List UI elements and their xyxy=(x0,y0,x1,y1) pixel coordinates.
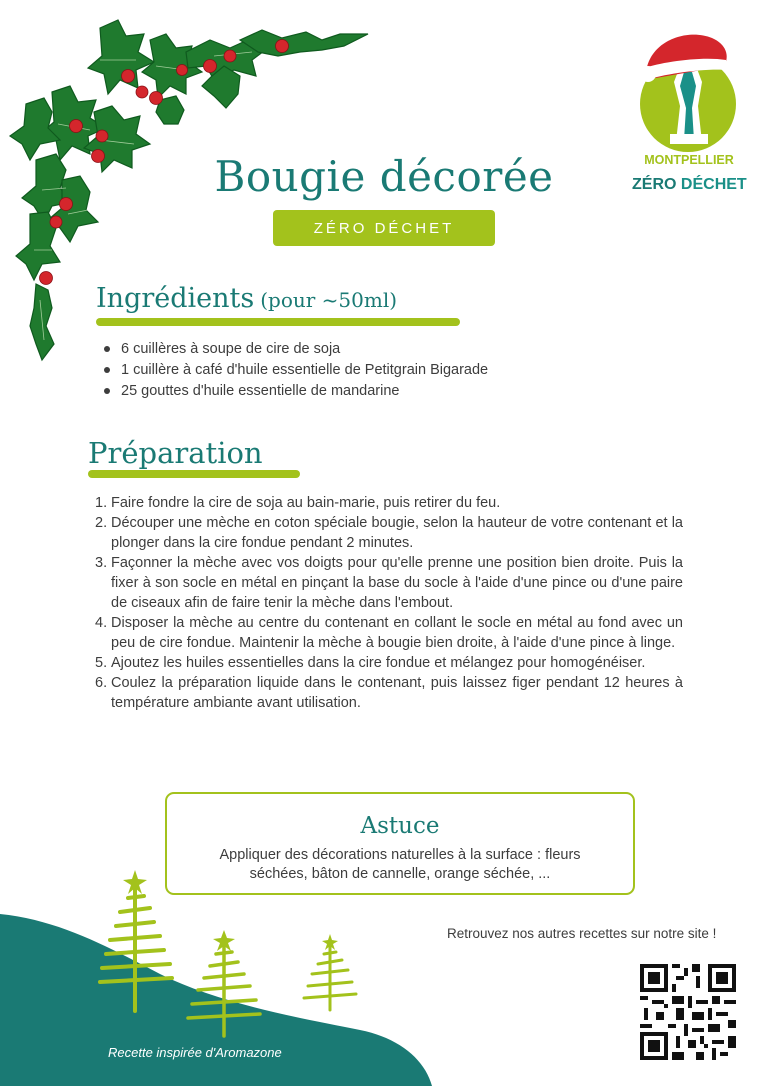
list-item: 5. Ajoutez les huiles essentielles dans la cire fondue et mélangez pour homogénéiser. xyxy=(95,655,646,671)
list-item: 25 gouttes d'huile essentielle de mandarine xyxy=(104,381,488,402)
list-item: 1. Faire fondre la cire de soja au bain-marie, puis retirer du feu. xyxy=(95,495,501,511)
ingredients-list xyxy=(104,339,488,402)
logo-text-zero-dechet: ZÉRO DÉCHET xyxy=(632,176,747,193)
logo-text-montpellier: MONTPELLIER xyxy=(644,153,734,167)
astuce-text: Appliquer des décorations naturelles à la surface : fleurs séchées, bâton de cannelle, orange séchée, ... xyxy=(219,847,581,882)
ingredients-underline xyxy=(96,318,460,326)
list-item: 1 cuillère à café d'huile essentielle de Petitgrain Bigarade xyxy=(104,360,488,381)
recipe-credit: Recette inspirée d'Aromazone xyxy=(108,1045,282,1060)
astuce-title: Astuce xyxy=(360,813,440,839)
preparation-heading: Préparation xyxy=(88,436,263,470)
site-link-text: Retrouvez nos autres recettes sur notre site ! xyxy=(447,926,717,941)
ingredients-heading: Ingrédients (pour ~50ml) xyxy=(96,283,398,314)
astuce-box xyxy=(165,792,635,895)
list-item: 4. Disposer la mèche au centre du contenant en collant le socle en métal au fond avec un peu de cire fondue. Maintenir la mèche à bougie bien droite, à l'aide d'une pince à linge. xyxy=(95,615,683,651)
list-item: 6. Coulez la préparation liquide dans le contenant, puis laissez figer pendant 12 heures à température ambiante avant utilisation. xyxy=(95,675,683,711)
page-title: Bougie décorée xyxy=(214,152,554,201)
logo-statue-santa-hat xyxy=(632,22,748,154)
preparation-steps xyxy=(95,493,683,713)
list-item: 3. Façonner la mèche avec vos doigts pour qu'elle prenne une position bien droite. Puis la fixer à son socle en métal en pinçant la base du socle à l'aide d'une pince ou d'une paire de ciseaux afin de faire tenir la mèche dans l'embout. xyxy=(95,555,683,611)
list-item: 2. Découper une mèche en coton spéciale bougie, selon la hauteur de votre contenant et la plonger dans la cire fondue pendant 2 minutes. xyxy=(95,515,683,551)
qr-code[interactable] xyxy=(640,964,736,1060)
preparation-underline xyxy=(88,470,300,478)
christmas-tree-icon xyxy=(180,928,270,1038)
christmas-tree-icon xyxy=(90,866,180,1016)
christmas-tree-icon xyxy=(298,932,362,1012)
zero-dechet-badge: ZÉRO DÉCHET xyxy=(273,210,495,246)
list-item: 6 cuillères à soupe de cire de soja xyxy=(104,339,488,360)
